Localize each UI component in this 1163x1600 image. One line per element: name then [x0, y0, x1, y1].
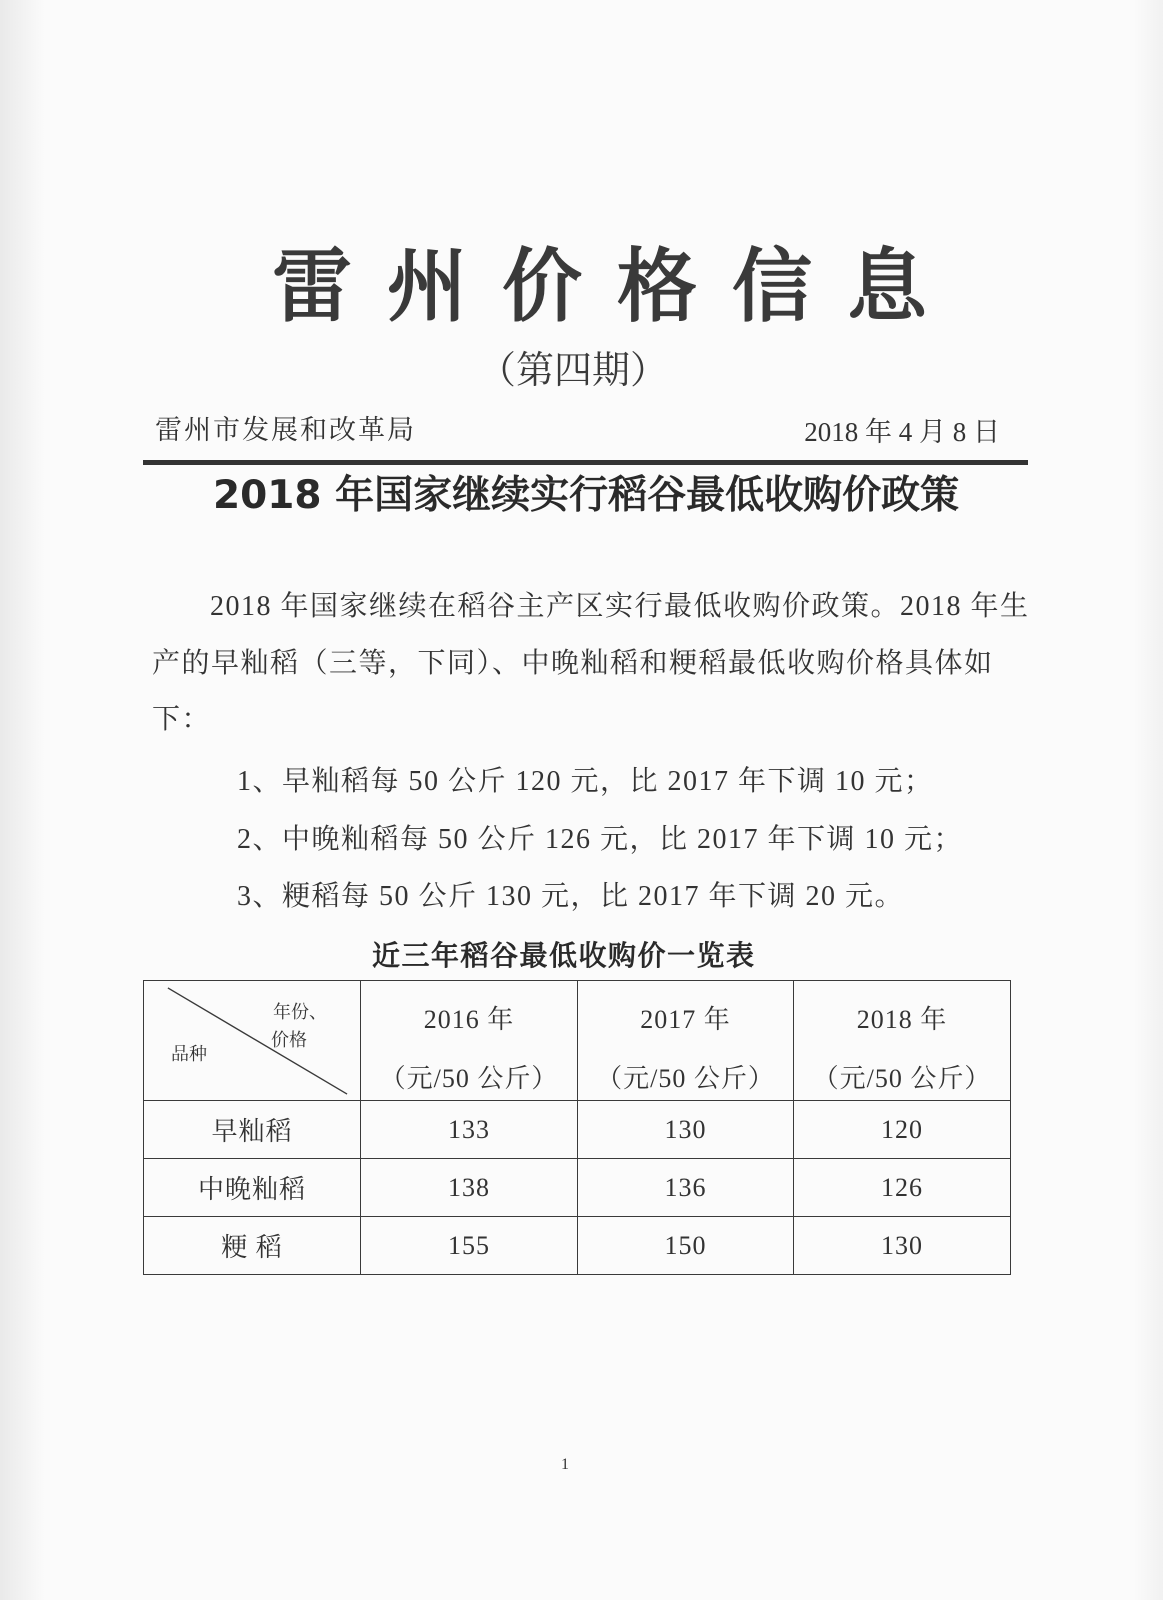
price-cell: 136: [578, 1159, 794, 1217]
variety-cell: 中晚籼稻: [144, 1159, 361, 1217]
header-rule: [143, 460, 1028, 465]
column-unit-label: （元/50 公斤）: [379, 1064, 559, 1093]
corner-label-year: 年份、: [273, 1002, 327, 1022]
paragraph-line: 产的早籼稻（三等，下同）、中晚籼稻和粳稻最低收购价格具体如: [152, 648, 994, 679]
table-header-row: [144, 981, 1011, 1101]
price-cell: 130: [578, 1101, 794, 1159]
column-header-2016: [361, 981, 578, 1101]
list-item: 3、粳稻每 50 公斤 130 元，比 2017 年下调 20 元。: [237, 881, 905, 912]
corner-label-price: 价格: [271, 1030, 307, 1050]
column-unit-label: （元/50 公斤）: [596, 1064, 775, 1093]
article-headline: 2018 年国家继续实行稻谷最低收购价政策: [213, 473, 960, 518]
table-corner-cell: [144, 981, 361, 1101]
list-item: 2、中晚籼稻每 50 公斤 126 元，比 2017 年下调 10 元；: [237, 824, 964, 855]
price-cell: 150: [578, 1217, 794, 1275]
price-cell: 120: [794, 1101, 1011, 1159]
column-header-2017: [578, 981, 794, 1101]
issue-number: （第四期）: [478, 350, 669, 392]
column-year-label: 2018 年: [856, 1005, 948, 1034]
price-cell: 130: [794, 1217, 1011, 1275]
column-year-label: 2017 年: [640, 1005, 731, 1034]
masthead-title: 雷州价格信息: [272, 240, 962, 333]
corner-label-variety: 品种: [171, 1044, 207, 1064]
price-cell: 126: [794, 1159, 1011, 1217]
column-year-label: 2016 年: [423, 1005, 515, 1034]
price-table: [143, 980, 1011, 1275]
list-item: 1、早籼稻每 50 公斤 120 元，比 2017 年下调 10 元；: [237, 766, 934, 797]
column-unit-label: （元/50 公斤）: [812, 1064, 992, 1093]
table-row: [144, 1101, 1011, 1159]
publisher: 雷州市发展和改革局: [155, 415, 416, 445]
paragraph-line: 2018 年国家继续在稻谷主产区实行最低收购价政策。2018 年生: [210, 591, 1030, 622]
page-number: 1: [561, 1456, 569, 1473]
table-title: 近三年稻谷最低收购价一览表: [372, 941, 756, 972]
price-cell: 155: [361, 1217, 578, 1275]
price-cell: 133: [361, 1101, 578, 1159]
price-cell: 138: [361, 1159, 578, 1217]
paragraph-line: 下：: [152, 704, 212, 735]
corner-diagonal: [144, 981, 360, 1100]
table-row: [144, 1217, 1011, 1275]
variety-cell: 粳 稻: [144, 1217, 361, 1275]
column-header-2018: [794, 981, 1011, 1101]
variety-cell: 早籼稻: [144, 1101, 361, 1159]
table-row: [144, 1159, 1011, 1217]
publish-date: 2018 年 4 月 8 日: [804, 417, 1000, 447]
